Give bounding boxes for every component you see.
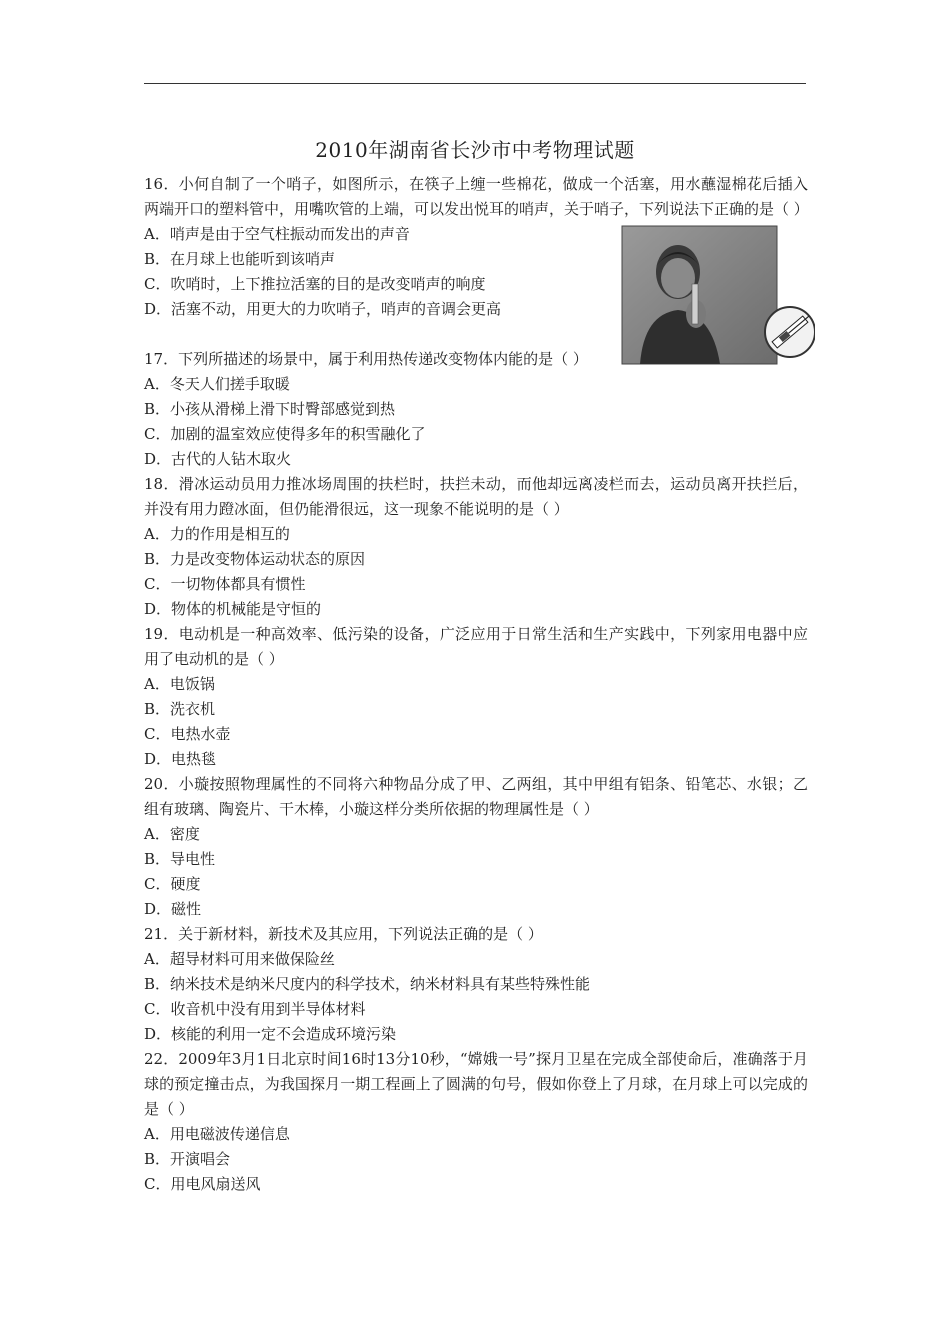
option-b: B．在月球上也能听到该哨声 xyxy=(144,250,336,268)
option-a: A．冬天人们搓手取暖 xyxy=(144,375,290,393)
option-a: A．超导材料可用来做保险丝 xyxy=(144,950,335,968)
question-stem: 22．2009年3月1日北京时间16时13分10秒，“嫦娥一号”探月卫星在完成全部使命后，准确落于月球的预定撞击点，为我国探月一期工程画上了圆满的句号，假如你登上了月球，在月球上可以完成的是（ ） xyxy=(144,1050,808,1118)
question-19 xyxy=(144,622,808,772)
option-c: C．一切物体都具有惯性 xyxy=(144,575,306,593)
question-stem: 16．小何自制了一个哨子，如图所示，在筷子上缠一些棉花，做成一个活塞，用水蘸湿棉花后插入两端开口的塑料管中，用嘴吹管的上端，可以发出悦耳的哨声，关于哨子，下列说法下正确的是（ ） xyxy=(144,175,809,218)
question-18 xyxy=(144,472,808,622)
option-a: A．电饭锅 xyxy=(144,675,215,693)
option-b: B．小孩从滑梯上滑下时臀部感觉到热 xyxy=(144,400,396,418)
option-a: A．哨声是由于空气柱振动而发出的声音 xyxy=(144,225,410,243)
option-c: C．用电风扇送风 xyxy=(144,1175,261,1193)
question-stem: 19．电动机是一种高效率、低污染的设备，广泛应用于日常生活和生产实践中，下列家用电器中应用了电动机的是（ ） xyxy=(144,625,808,668)
question-stem: 21．关于新材料，新技术及其应用，下列说法正确的是（ ） xyxy=(144,925,543,943)
option-d: D．古代的人钻木取火 xyxy=(144,450,292,468)
question-20 xyxy=(144,772,808,922)
option-a: A．密度 xyxy=(144,825,200,843)
option-b: B．开演唱会 xyxy=(144,1150,231,1168)
question-22 xyxy=(144,1047,808,1197)
option-d: D．磁性 xyxy=(144,900,202,918)
option-a: A．力的作用是相互的 xyxy=(144,525,290,543)
option-c: C．硬度 xyxy=(144,875,201,893)
question-stem: 18．滑冰运动员用力推冰场周围的扶栏时，扶拦未动，而他却远离凌栏而去，运动员离开扶拦后，并没有用力蹬冰面，但仍能滑很远，这一现象不能说明的是（ ） xyxy=(144,475,808,518)
option-c: C．收音机中没有用到半导体材料 xyxy=(144,1000,366,1018)
option-d: D．核能的利用一定不会造成环境污染 xyxy=(144,1025,397,1043)
whistle-photo-icon xyxy=(620,222,815,368)
option-c: C．吹哨时，上下推拉活塞的目的是改变哨声的响度 xyxy=(144,275,486,293)
option-c: C．加剧的温室效应使得多年的积雪融化了 xyxy=(144,425,426,443)
option-b: B．导电性 xyxy=(144,850,216,868)
page-title: 2010年湖南省长沙市中考物理试题 xyxy=(315,138,635,162)
option-b: B．力是改变物体运动状态的原因 xyxy=(144,550,366,568)
option-d: D．活塞不动，用更大的力吹哨子，哨声的音调会更高 xyxy=(144,300,502,318)
option-d: D．电热毯 xyxy=(144,750,217,768)
option-c: C．电热水壶 xyxy=(144,725,231,743)
option-b: B．洗衣机 xyxy=(144,700,216,718)
option-d: D．物体的机械能是守恒的 xyxy=(144,600,322,618)
option-b: B．纳米技术是纳米尺度内的科学技术，纳米材料具有某些特殊性能 xyxy=(144,975,591,993)
option-a: A．用电磁波传递信息 xyxy=(144,1125,290,1143)
question-stem: 17．下列所描述的场景中，属于利用热传递改变物体内能的是（ ） xyxy=(144,350,588,368)
header-rule xyxy=(144,83,806,84)
question-stem: 20．小璇按照物理属性的不同将六种物品分成了甲、乙两组，其中甲组有铝条、铅笔芯、水银；乙组有玻璃、陶瓷片、干木棒，小璇这样分类所依据的物理属性是（ ） xyxy=(144,775,808,818)
whistle-figure xyxy=(620,222,815,368)
question-21 xyxy=(144,922,808,1047)
